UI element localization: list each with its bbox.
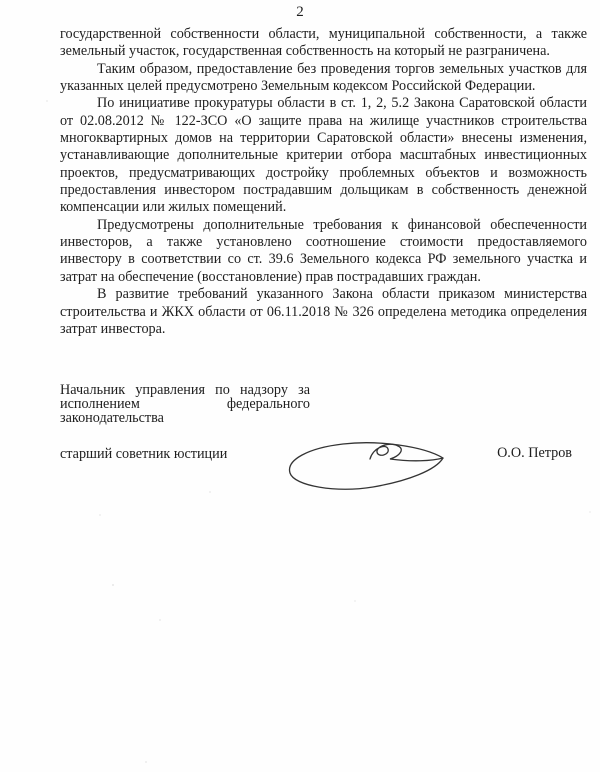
signature-rank: старший советник юстиции: [60, 446, 228, 462]
signature-scribble: [278, 436, 474, 504]
signature-title-line: Начальник управления по надзору за: [60, 382, 310, 398]
body-paragraph: государственной собственности области, муниципальной собственности, а также земельный участок, государственная собственность на который не разграничена.: [60, 26, 587, 60]
body-paragraph: По инициативе прокуратуры области в ст. 1, 2, 5.2 Закона Саратовской области от 02.08.2012 № 122-ЗСО «О защите права на жилище участников строительства многоквартирных домов на территории Саратовской области» внесены изменения, устанавливающие дополнительные критерии отбора масштабных инвестиционных проектов, предусматривающих достройку проблемных объектов и возможность предоставления инвестором пострадавшим дольщикам в собственность денежной компенсации или жилых помещений.: [60, 95, 587, 216]
body-paragraph: В развитие требований указанного Закона области приказом министерства строительства и ЖКХ области от 06.11.2018 № 326 определена методика определения затрат инвестора.: [60, 286, 587, 337]
body-paragraph: Предусмотрены дополнительные требования к финансовой обеспеченности инвесторов, а также установлено соотношение стоимости предоставляемого инвестору в соответствии со ст. 39.6 Земельного кодекса РФ земельного участка и затрат на обеспечение (восстановление) прав пострадавших граждан.: [60, 216, 587, 285]
signature-name: О.О. Петров: [497, 445, 572, 461]
signature-block: [60, 384, 572, 524]
signature-title: [60, 384, 310, 426]
page-number: 2: [296, 4, 304, 20]
body-paragraph: Таким образом, предоставление без проведения торгов земельных участков для указанных целей предусмотрено Земельным кодексом Российской Федерации.: [60, 60, 587, 95]
signature-title-line: исполнением федерального: [60, 395, 310, 412]
signature-title-line: законодательства: [60, 409, 164, 426]
document-body: [60, 26, 587, 338]
